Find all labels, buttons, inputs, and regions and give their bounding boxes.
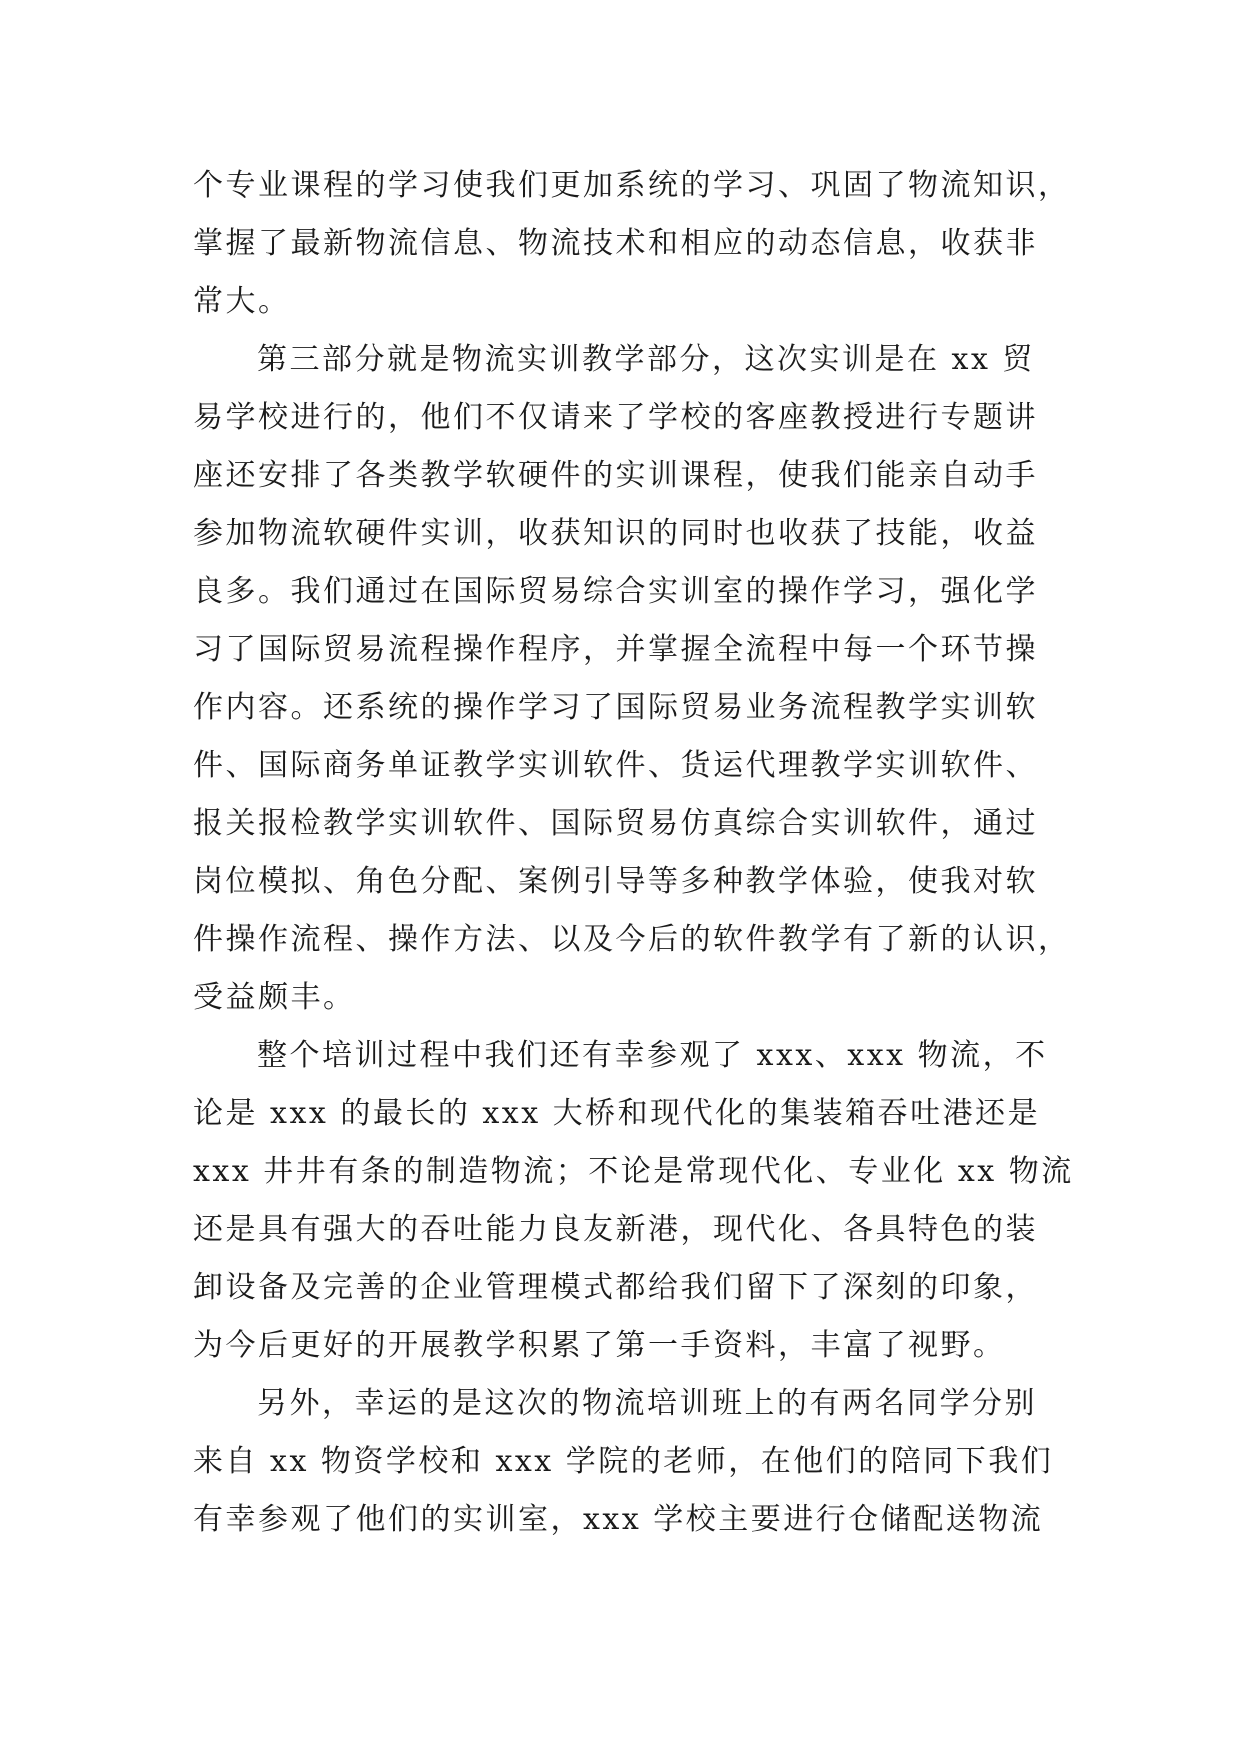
text-line: 作内容。还系统的操作学习了国际贸易业务流程教学实训软 xyxy=(193,690,1038,725)
text-line: 掌握了最新物流信息、物流技术和相应的动态信息，收获非 xyxy=(193,226,1038,261)
text-line: xxx 井井有条的制造物流；不论是常现代化、专业化 xx 物流 xyxy=(193,1154,1074,1189)
body-text xyxy=(193,157,1074,1549)
text-line: 良多。我们通过在国际贸易综合实训室的操作学习，强化学 xyxy=(193,574,1038,609)
text-line: 常大。 xyxy=(193,284,291,319)
paragraph-start-line: 第三部分就是物流实训教学部分，这次实训是在 xx 贸 xyxy=(257,342,1035,377)
text-line: 个专业课程的学习使我们更加系统的学习、巩固了物流知识， xyxy=(193,168,1071,203)
text-line: 座还安排了各类教学软硬件的实训课程，使我们能亲自动手 xyxy=(193,458,1038,493)
text-line: 还是具有强大的吞吐能力良友新港，现代化、各具特色的装 xyxy=(193,1212,1038,1247)
text-line: 习了国际贸易流程操作程序，并掌握全流程中每一个环节操 xyxy=(193,632,1038,667)
text-line: 受益颇丰。 xyxy=(193,980,356,1015)
text-line: 岗位模拟、角色分配、案例引导等多种教学体验，使我对软 xyxy=(193,864,1038,899)
text-line: 件操作流程、操作方法、以及今后的软件教学有了新的认识， xyxy=(193,922,1071,957)
paragraph-start-line: 整个培训过程中我们还有幸参观了 xxx、xxx 物流，不 xyxy=(257,1038,1048,1073)
text-line: 件、国际商务单证教学实训软件、货运代理教学实训软件、 xyxy=(193,748,1038,783)
text-line: 易学校进行的，他们不仅请来了学校的客座教授进行专题讲 xyxy=(193,400,1038,435)
text-line: 为今后更好的开展教学积累了第一手资料，丰富了视野。 xyxy=(193,1328,1006,1363)
text-line: 报关报检教学实训软件、国际贸易仿真综合实训软件，通过 xyxy=(193,806,1038,841)
text-line: 论是 xxx 的最长的 xxx 大桥和现代化的集装箱吞吐港还是 xyxy=(193,1096,1041,1131)
text-line: 参加物流软硬件实训，收获知识的同时也收获了技能，收益 xyxy=(193,516,1038,551)
text-line: 卸设备及完善的企业管理模式都给我们留下了深刻的印象， xyxy=(193,1270,1038,1305)
text-line: 有幸参观了他们的实训室，xxx 学校主要进行仓储配送物流 xyxy=(193,1502,1044,1537)
paragraph-start-line: 另外，幸运的是这次的物流培训班上的有两名同学分别 xyxy=(257,1386,1037,1421)
text-line: 来自 xx 物资学校和 xxx 学院的老师，在他们的陪同下我们 xyxy=(193,1444,1054,1479)
